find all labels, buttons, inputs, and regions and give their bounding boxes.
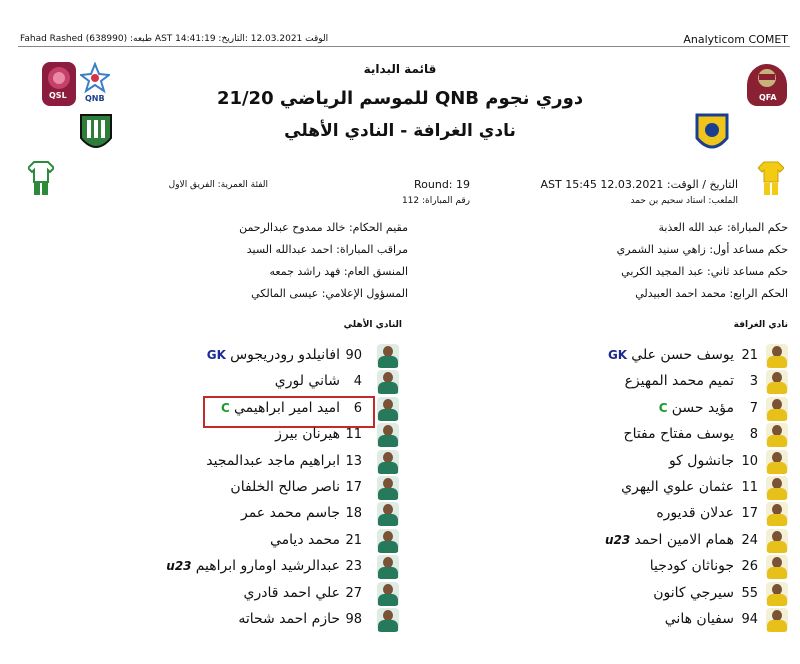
player-tag-gk: GK [206, 348, 231, 362]
player-name-text: علي احمد قادري [243, 584, 340, 601]
player-name-text: همام الامين احمد [634, 531, 734, 548]
player-name-text: تميم محمد المهيزع [624, 373, 734, 390]
player-number: 18 [345, 506, 362, 522]
player-photo [766, 476, 788, 500]
away-player-row [20, 528, 400, 554]
player-photo [377, 502, 399, 526]
home-player-row [420, 475, 790, 501]
player-name [605, 532, 734, 548]
player-name-text: سفيان هاني [664, 611, 734, 627]
home-team-header: نادي الغرافة [733, 320, 788, 330]
home-kit [758, 160, 784, 204]
player-name [625, 373, 734, 389]
al-ahli-crest-icon [78, 112, 114, 156]
player-tag-u23: u23 [166, 559, 196, 574]
player-name-text: محمد ديامي [270, 531, 340, 548]
player-number: 90 [345, 348, 362, 363]
away-player-row [20, 475, 400, 501]
player-number: 24 [741, 532, 758, 548]
player-photo [377, 529, 399, 553]
player-name [207, 347, 340, 363]
match-number: رقم المباراة: 112 [401, 196, 470, 206]
player-photo [766, 502, 788, 526]
player-name [653, 585, 734, 601]
away-player-row [20, 554, 400, 580]
official-media: المسؤول الإعلامي: عيسى المالكي [251, 287, 408, 300]
player-name-text: عبدالرشيد اومارو ابراهيم [195, 558, 340, 575]
player-name [608, 347, 734, 363]
player-photo [766, 608, 788, 632]
away-kit [28, 160, 54, 204]
player-name [650, 558, 734, 574]
official-commissioner: مراقب المباراة: احمد عبدالله السيد [246, 243, 408, 256]
print-info: Fahad Rashed (638990) :طبعه AST 14:41:19 :الوقت 12.03.2021 :التاريخ [20, 34, 329, 44]
player-number: 94 [741, 612, 758, 627]
player-number: 26 [741, 559, 758, 575]
player-name [244, 585, 340, 601]
player-number: 8 [749, 427, 758, 443]
player-name [206, 453, 340, 469]
home-player-row [420, 581, 790, 607]
player-number: 11 [741, 480, 758, 495]
official-assistant-1: حكم مساعد أول: زاهي سنيد الشمري [616, 243, 788, 256]
player-name-text: هيرنان بيرز [275, 426, 340, 443]
player-tag-c: C [221, 400, 235, 415]
player-number: 17 [741, 506, 758, 522]
player-tag-gk: GK [607, 348, 632, 362]
player-name-text: جوناثان كودجيا [649, 558, 734, 575]
qsl-label: QSL [49, 91, 67, 100]
title-match: نادي الغرافة - النادي الأهلي [284, 121, 516, 141]
player-name-text: عثمان علوي اليهري [621, 479, 734, 495]
player-name [621, 479, 734, 495]
player-photo [766, 582, 788, 606]
player-number: 4 [353, 374, 362, 390]
player-name [230, 479, 340, 495]
player-number: 23 [345, 559, 362, 575]
player-tag-c: C [658, 400, 672, 415]
player-photo [766, 344, 788, 368]
player-name-text: حازم احمد شحاته [238, 611, 340, 627]
away-shirt-icon [28, 160, 54, 200]
player-name-text: يوسف حسن علي [631, 347, 734, 363]
age-group: الفئة العمرية: الفريق الاول [168, 180, 268, 190]
player-photo [766, 450, 788, 474]
player-name-text: جانشول كو [668, 452, 734, 469]
player-number: 11 [345, 427, 362, 443]
player-name [659, 400, 734, 416]
home-shirt-icon [758, 160, 784, 200]
brand-name: Analyticom COMET [683, 33, 788, 46]
player-name [221, 400, 340, 416]
home-player-row [420, 343, 790, 369]
player-name [275, 426, 340, 442]
al-ahli-crest [78, 112, 114, 156]
player-number: 6 [353, 400, 362, 416]
player-name [665, 611, 734, 627]
official-assessor: مقيم الحكام: خالد ممدوح عبدالرحمن [239, 221, 408, 234]
player-number: 17 [345, 480, 362, 495]
qnb-label: QNB [85, 94, 105, 103]
player-name-text: جاسم محمد عمر [240, 505, 340, 522]
player-number: 13 [345, 453, 362, 469]
player-photo [377, 582, 399, 606]
away-player-row [20, 422, 400, 448]
player-number: 3 [749, 374, 758, 390]
official-assistant-2: حكم مساعد ثاني: عبد المجيد الكربي [621, 265, 788, 278]
player-photo [377, 555, 399, 579]
player-name [238, 611, 340, 627]
home-player-row [420, 422, 790, 448]
player-number: 21 [741, 348, 758, 363]
player-name-text: مؤيد حسن [671, 399, 734, 416]
player-name-text: يوسف مفتاح مفتاح [623, 426, 734, 443]
match-stadium: الملعب: استاد سحيم بن حمد [630, 196, 738, 206]
match-date-time: التاريخ / الوقت: AST 15:45 12.03.2021 [540, 178, 738, 191]
player-photo [766, 397, 788, 421]
official-referee: حكم المباراة: عبد الله العذبة [658, 221, 788, 234]
player-photo [766, 370, 788, 394]
player-name [270, 532, 340, 548]
al-gharafa-crest-icon [694, 112, 730, 156]
player-name [241, 505, 340, 521]
al-gharafa-crest [694, 112, 730, 156]
match-round: Round: 19 [414, 178, 471, 191]
player-name-text: شاني لوري [274, 373, 340, 390]
player-number: 55 [741, 585, 758, 601]
player-name-text: ابراهيم ماجد عبدالمجيد [206, 452, 340, 469]
title-starting-list: قائمة البداية [363, 62, 437, 76]
player-photo [377, 608, 399, 632]
player-photo [377, 450, 399, 474]
away-team-header: النادي الأهلي [343, 320, 402, 330]
player-photo [377, 344, 399, 368]
player-photo [766, 555, 788, 579]
player-name [275, 373, 340, 389]
qfa-label: QFA [759, 93, 777, 102]
player-name-text: ناصر صالح الخلفان [230, 479, 340, 495]
player-number: 7 [749, 400, 758, 416]
player-photo [766, 423, 788, 447]
away-player-row [20, 449, 400, 475]
player-photo [377, 423, 399, 447]
official-coordinator: المنسق العام: فهد راشد جمعه [269, 265, 408, 278]
home-player-row [420, 449, 790, 475]
player-number: 98 [345, 612, 362, 627]
player-name [624, 426, 734, 442]
player-tag-u23: u23 [605, 532, 635, 547]
home-player-row [420, 554, 790, 580]
player-number: 27 [345, 585, 362, 601]
header-divider [18, 46, 790, 47]
player-name [669, 453, 734, 469]
away-player-row [20, 343, 400, 369]
away-player-row [20, 501, 400, 527]
player-photo [377, 370, 399, 394]
player-number: 21 [345, 532, 362, 548]
player-name-text: اميد امير ابراهيمي [234, 399, 340, 416]
player-number: 10 [741, 453, 758, 469]
away-player-row [20, 607, 400, 633]
home-player-row [420, 528, 790, 554]
official-fourth: الحكم الرابع: محمد احمد العبيدلي [635, 287, 788, 300]
away-player-row [20, 369, 400, 395]
player-name-text: عدلان قديوره [656, 505, 734, 522]
player-photo [377, 476, 399, 500]
away-player-row [20, 581, 400, 607]
home-player-row [420, 369, 790, 395]
home-player-row [420, 396, 790, 422]
player-name [656, 505, 734, 521]
player-photo [377, 397, 399, 421]
away-player-row [20, 396, 400, 422]
player-photo [766, 529, 788, 553]
player-name [166, 558, 340, 574]
home-player-row [420, 501, 790, 527]
home-player-row [420, 607, 790, 633]
title-league: دوري نجوم QNB للموسم الرياضي 21/20 [216, 88, 584, 109]
player-name-text: سيرجي كانون [653, 584, 734, 601]
player-name-text: افانيلدو رودريجوس [230, 347, 340, 363]
